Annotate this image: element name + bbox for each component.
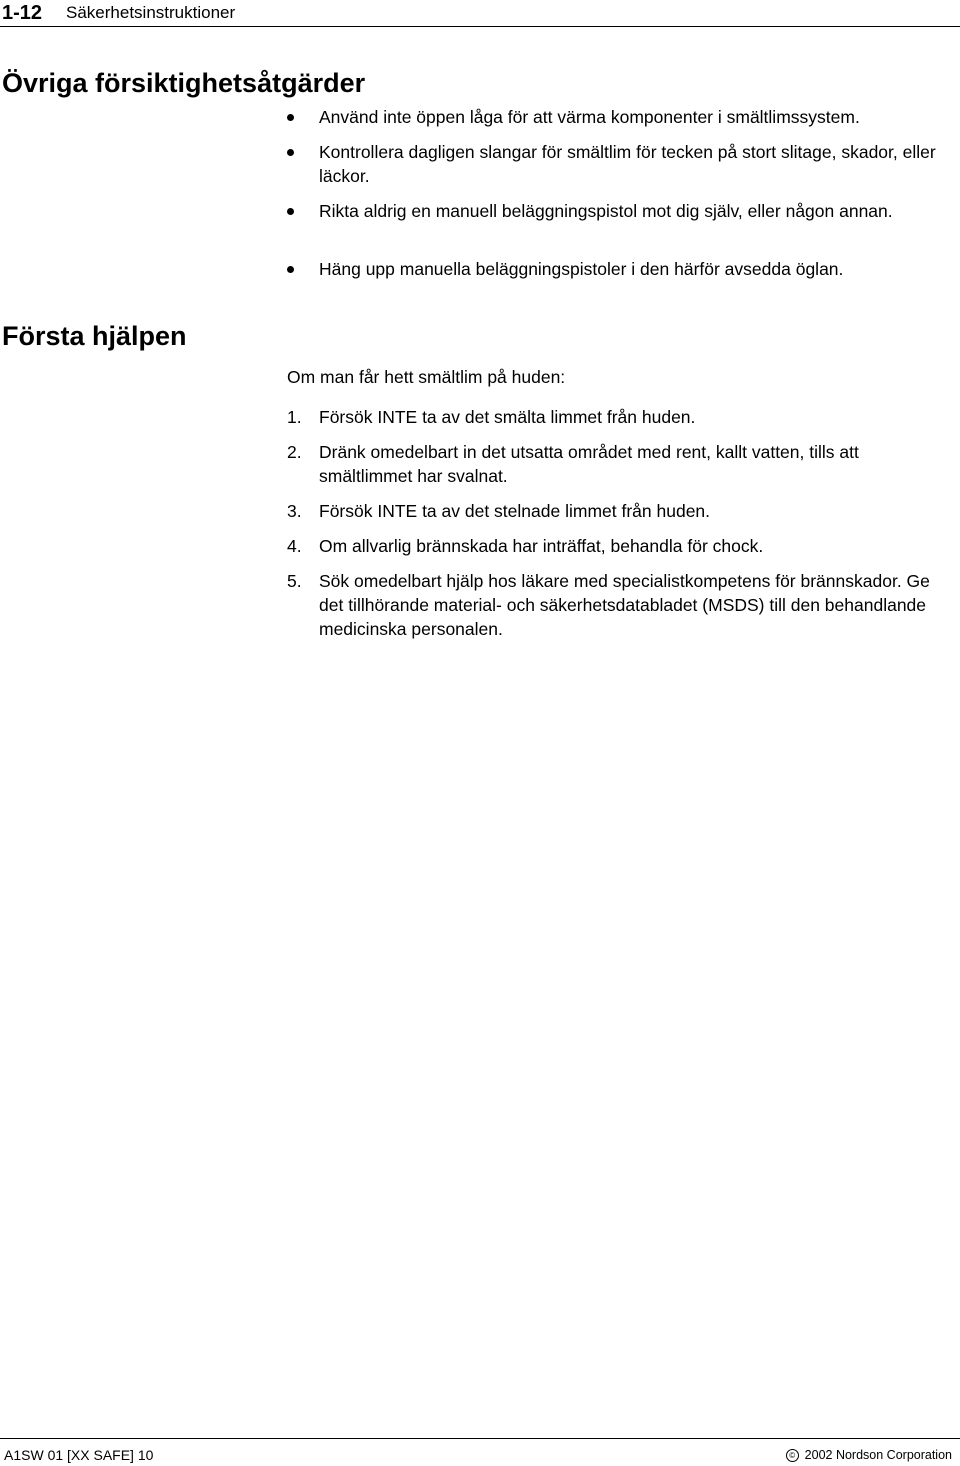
header-title: Säkerhetsinstruktioner [66, 3, 236, 22]
bullet-text: Kontrollera dagligen slangar för smältlim för tecken på stort slitage, skador, eller läckor. [319, 142, 936, 186]
step-number: 3. [287, 501, 302, 521]
page-header [0, 0, 960, 27]
bullet-text: Häng upp manuella beläggningspistoler i den härför avsedda öglan. [319, 259, 844, 279]
bullet-icon [287, 208, 294, 215]
step-number: 1. [287, 407, 302, 427]
section-heading-other-precautions: Övriga försiktighetsåtgärder [2, 68, 366, 98]
step-text: Försök INTE ta av det stelnade limmet från huden. [319, 501, 711, 521]
step-number: 4. [287, 536, 302, 556]
bullet-icon [287, 149, 294, 156]
step-text: Försök INTE ta av det smälta limmet från huden. [319, 407, 696, 427]
copyright-icon: © [786, 1449, 799, 1462]
bullet-icon [287, 266, 294, 273]
page-number: 1-12 [2, 2, 43, 24]
step-number: 5. [287, 571, 302, 591]
copyright-notice [786, 1448, 952, 1463]
copyright-text: 2002 Nordson Corporation [804, 1448, 952, 1462]
page-footer [0, 1438, 960, 1466]
document-code: A1SW 01 [XX SAFE] 10 [4, 1447, 154, 1463]
bullet-text: Använd inte öppen låga för att värma komponenter i smältlimssystem. [319, 107, 860, 127]
bullet-icon [287, 114, 294, 121]
step-number: 2. [287, 442, 302, 462]
section-heading-first-aid: Första hjälpen [2, 321, 187, 351]
step-text: Om allvarlig brännskada har inträffat, behandla för chock. [319, 536, 764, 556]
step-text: Sök omedelbart hjälp hos läkare med specialistkompetens för brännskador. Ge det tillhörande material- och säkerhetsdatabladet (MSDS) till den behandlande medicinska personalen. [319, 571, 930, 639]
bullet-text: Rikta aldrig en manuell beläggningspistol mot dig själv, eller någon annan. [319, 201, 893, 221]
first-aid-intro: Om man får hett smältlim på huden: [287, 367, 566, 387]
step-text: Dränk omedelbart in det utsatta området med rent, kallt vatten, tills att smältlimmet har svalnat. [319, 442, 859, 486]
